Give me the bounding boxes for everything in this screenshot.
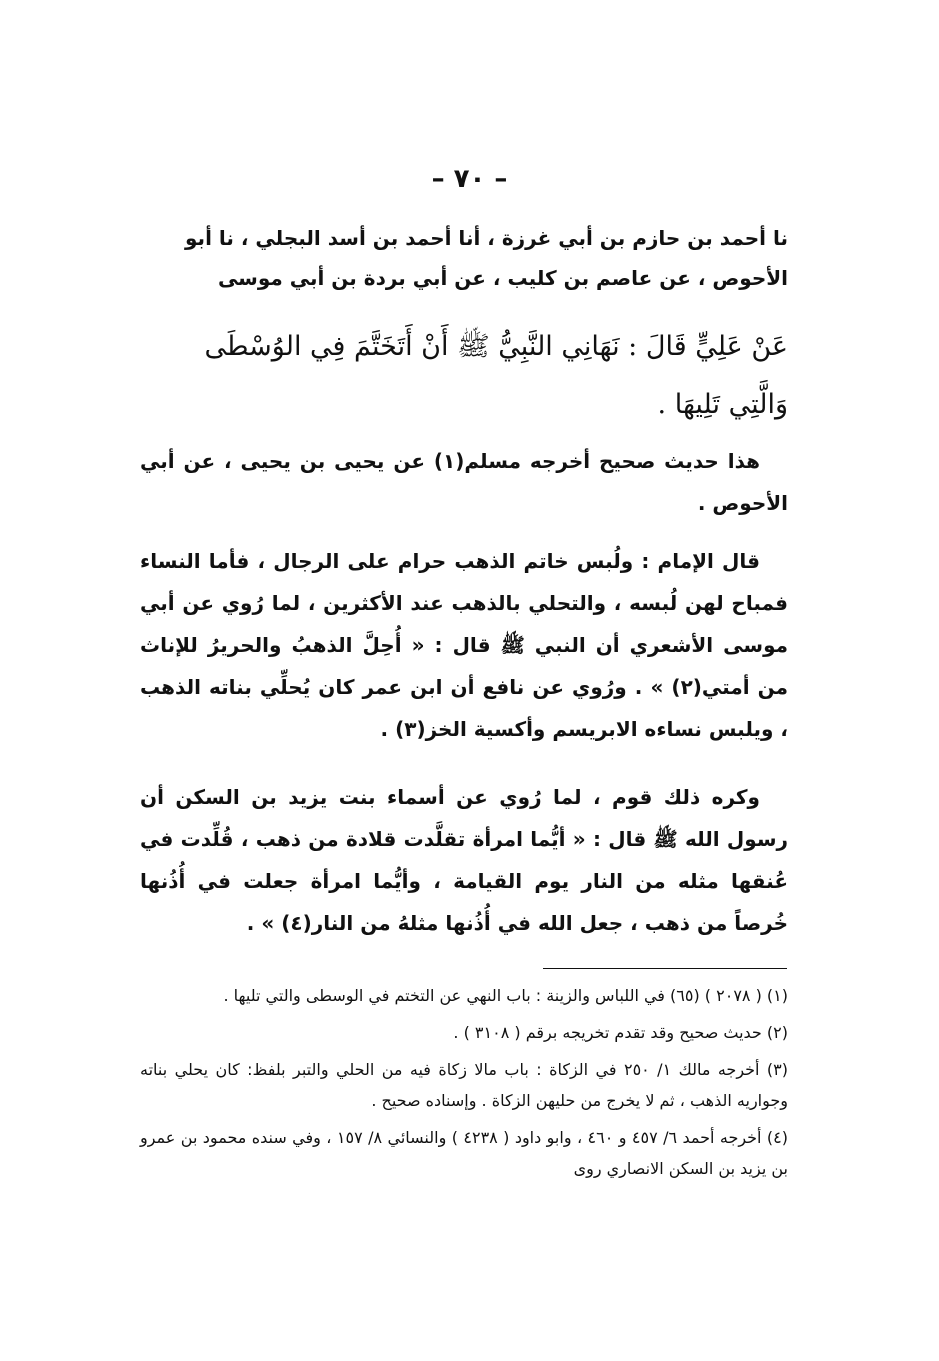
isnad-line: الأحوص ، عن عاصم بن كليب ، عن أبي بردة بن أبي موسى (217, 266, 788, 290)
hadith-text (140, 318, 788, 434)
paragraph-disapproval: وكره ذلك قوم ، لما رُوي عن أسماء بنت يزيد بن السكن أن رسول الله ﷺ قال : « أيُّما امرأة تقلَّدت قلادة من ذهب ، قُلِّدت في عُنقها مثله من النار يوم القيامة ، وأيُّما امرأة جعلت في أُذُنها خُرصاً من ذهب ، جعل الله في أُذُنها مثلهُ من النار(٤) » . (140, 785, 788, 935)
footnotes (140, 980, 788, 1190)
page-number: – ٧٠ – (431, 164, 508, 194)
isnad-chain (140, 218, 788, 298)
footnote: (٢) حديث صحيح وقد تقدم تخريجه برقم ( ٣١٠٨ ) . (453, 1023, 788, 1042)
isnad-line: نا أحمد بن حازم بن أبي غرزة ، أنا أحمد بن أسد البجلي ، نا أبو (185, 226, 788, 250)
footnote: (٣) أخرجه مالك ١/ ٢٥٠ في الزكاة : باب مالا زكاة فيه من الحلي والتبر بلفظ: كان يحلي بناته وجواريه الذهب ، ثم لا يخرج من حليهن الزكاة . وإسناده صحيح . (140, 1060, 789, 1110)
hadith-line: وَالَّتِي تَلِيهَا . (657, 389, 788, 420)
hadith-line: عَنْ عَلِيٍّ قَالَ : نَهَانِي النَّبِيُّ ﷺ أَنْ أَتَخَتَّمَ فِي الوُسْطَى (204, 331, 788, 362)
footnote: (٤) أخرجه أحمد ٦/ ٤٥٧ و ٤٦٠ ، وابو داود ( ٤٢٣٨ ) والنسائي ٨/ ١٥٧ ، وفي سنده محمود بن عمرو بن يزيد بن السكن الانصاري روى (140, 1128, 789, 1178)
footnote: (١) ( ٢٠٧٨ ) (٦٥) في اللباس والزينة : باب النهي عن التختم في الوسطى والتي تليها . (223, 986, 788, 1005)
footnote-divider (543, 968, 787, 969)
paragraph-authentication: هذا حديث صحيح أخرجه مسلم(١) عن يحيى بن يحيى ، عن أبي الأحوص . (140, 449, 788, 515)
paragraph-imam-ruling: قال الإمام : ولُبس خاتم الذهب حرام على الرجال ، فأما النساء فمباح لهن لُبسه ، والتحلي بالذهب عند الأكثرين ، لما رُوي عن أبي موسى الأشعري أن النبي ﷺ قال : « أُحِلَّ الذهبُ والحريرُ للإناث من أمتي(٢) » . ورُوي عن نافع أن ابن عمر كان يُحلِّي بناته الذهب ، ويلبس نساءه الابريسم وأكسية الخز(٣) . (140, 549, 788, 741)
